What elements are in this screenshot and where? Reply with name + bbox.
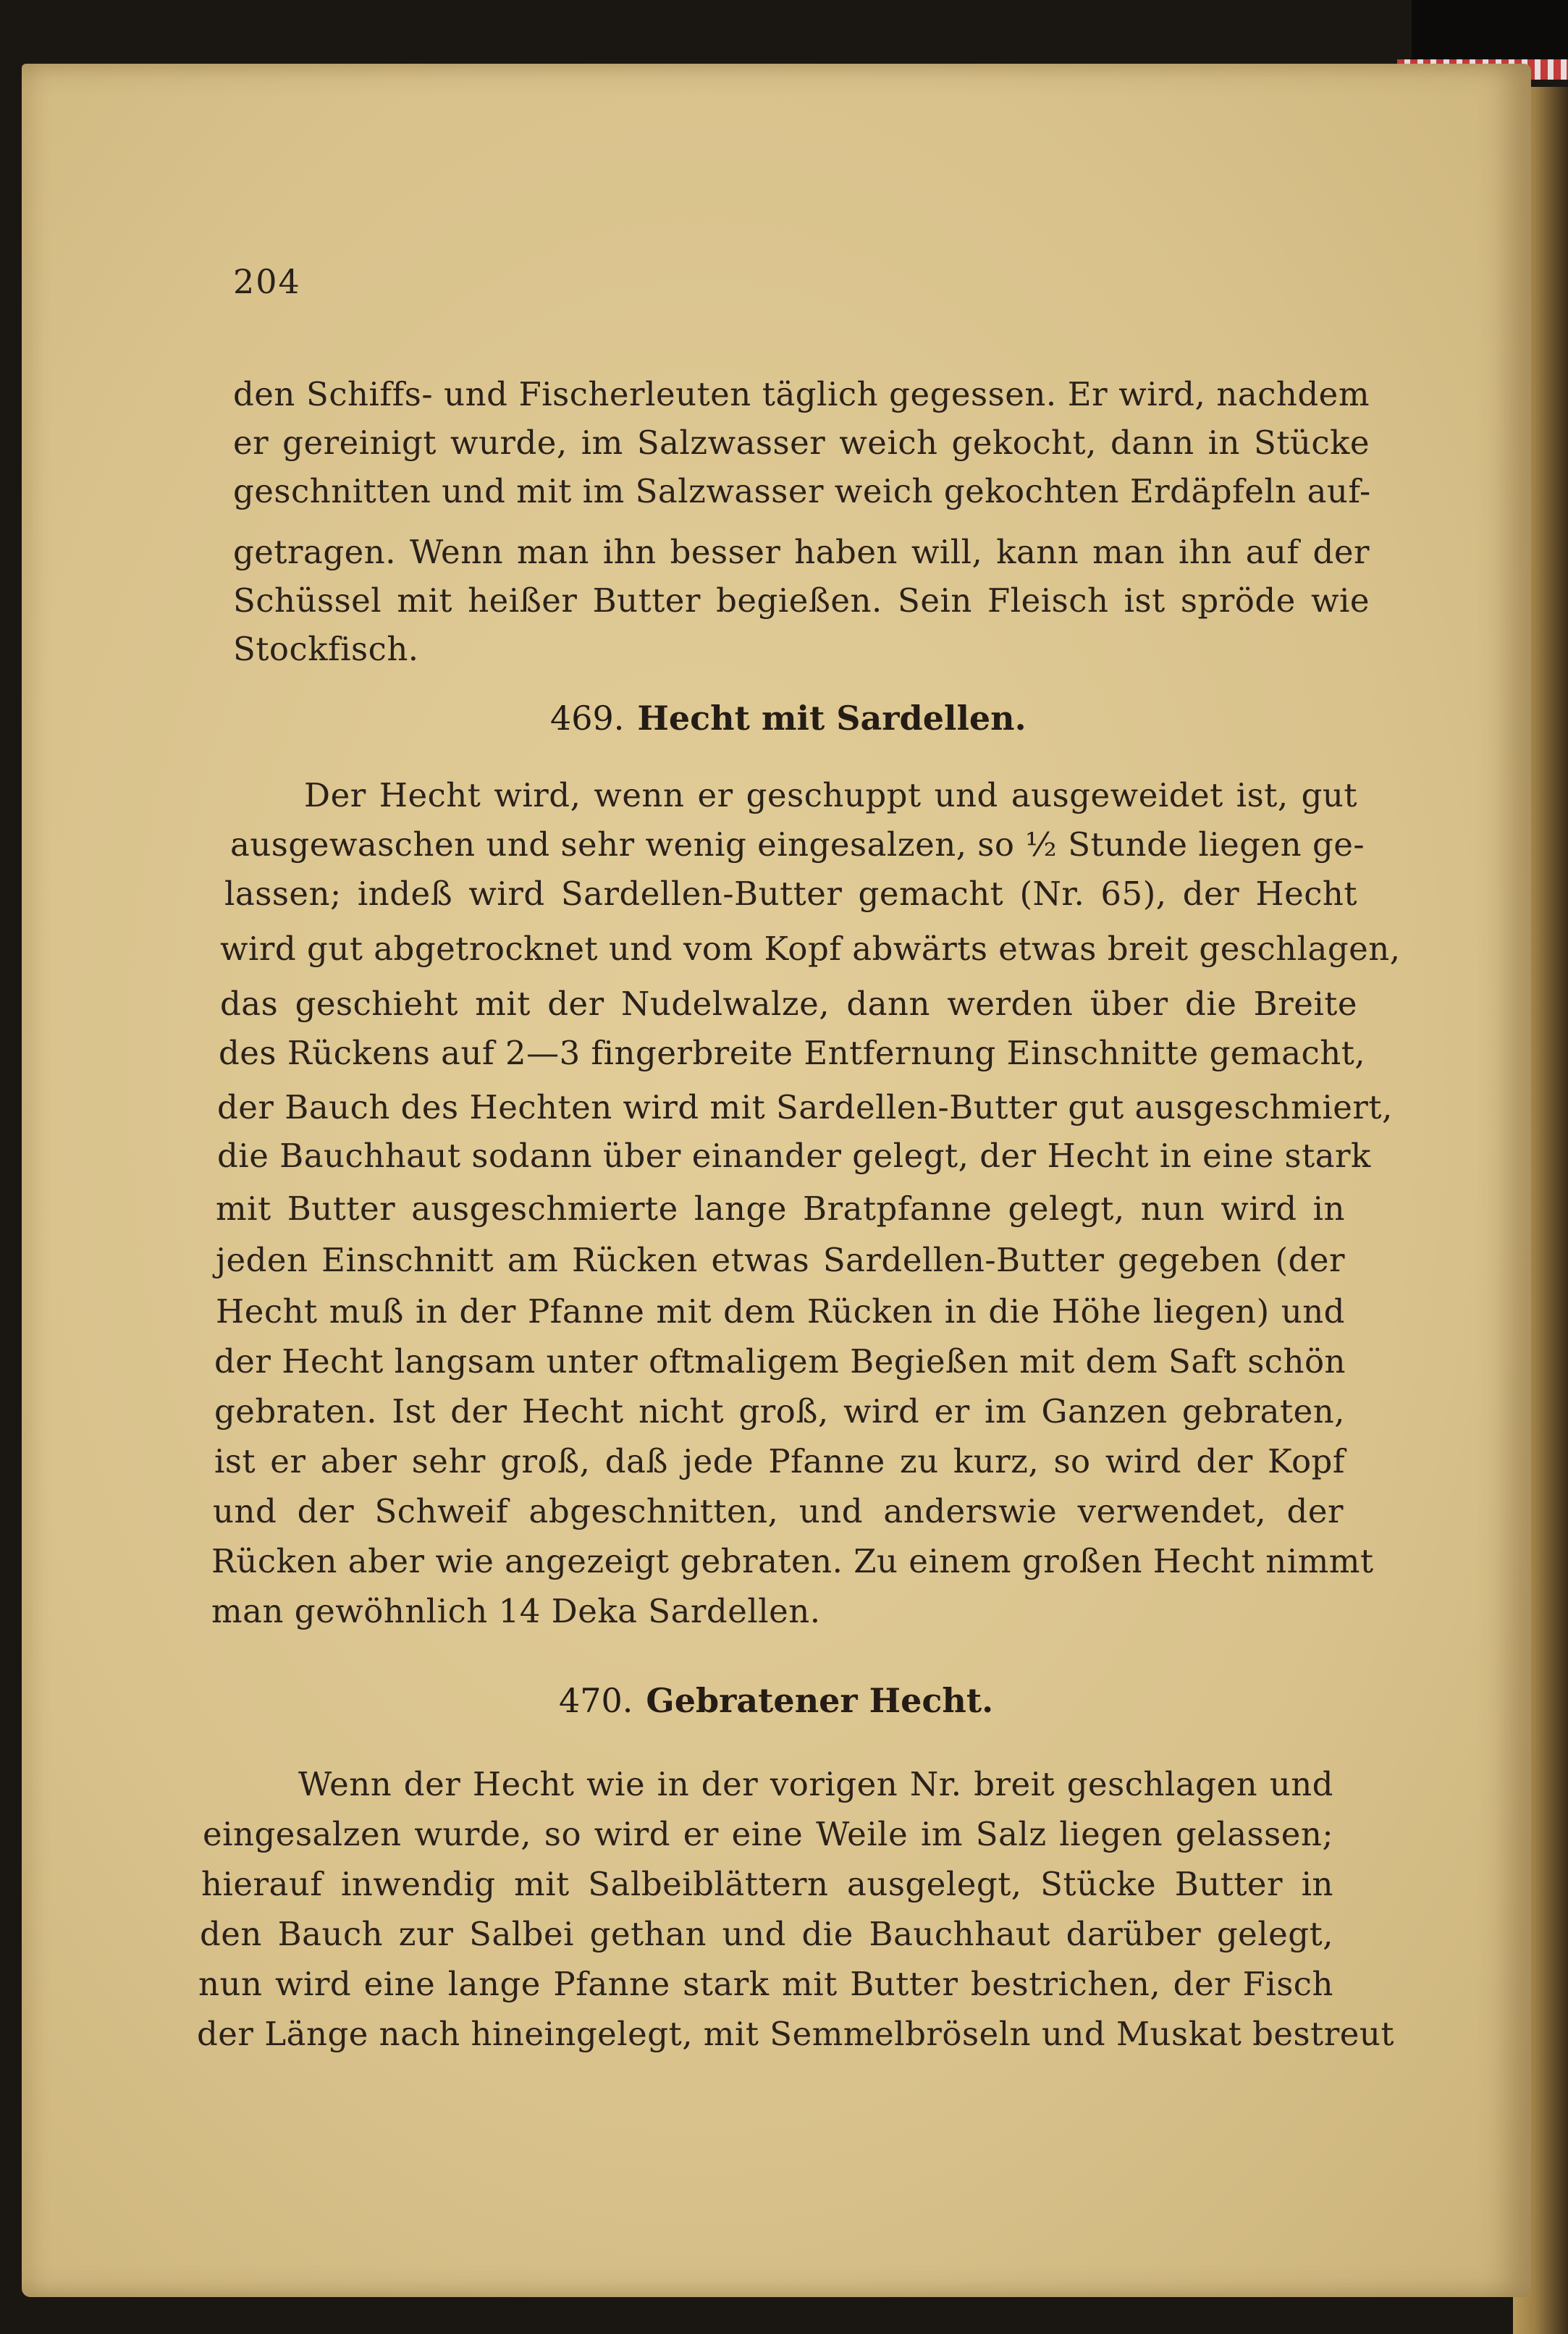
- recipe-number: 469.: [550, 699, 625, 738]
- text-line: die Bauchhaut sodann über einander gelegt, der Hecht in eine stark: [217, 1137, 1371, 1175]
- text-line: getragen. Wenn man ihn besser haben will, kann man ihn auf der: [233, 533, 1370, 571]
- text-line: gebraten. Ist der Hecht nicht groß, wird er im Ganzen gebraten,: [214, 1392, 1345, 1431]
- text-line: eingesalzen wurde, so wird er eine Weile im Salz liegen gelassen;: [203, 1815, 1333, 1853]
- recipe-title: Hecht mit Sardellen.: [637, 699, 1027, 738]
- text-line: wird gut abgetrocknet und vom Kopf abwärts etwas breit geschlagen,: [220, 930, 1401, 968]
- recipe-title: Gebratener Hecht.: [646, 1681, 994, 1720]
- recipe-469-heading: [550, 699, 1027, 738]
- recipe-470-heading: [559, 1681, 993, 1720]
- text-line: nun wird eine lange Pfanne stark mit Butter bestrichen, der Fisch: [198, 1965, 1333, 2003]
- text-line: Schüssel mit heißer Butter begießen. Sein Fleisch ist spröde wie: [233, 581, 1370, 620]
- text-line: ausgewaschen und sehr wenig eingesalzen, so ½ Stunde liegen ge-: [230, 825, 1365, 864]
- text-line: hierauf inwendig mit Salbeiblättern ausgelegt, Stücke Butter in: [201, 1865, 1333, 1903]
- text-line: Hecht muß in der Pfanne mit dem Rücken in die Höhe liegen) und: [216, 1292, 1345, 1331]
- text-line: er gereinigt wurde, im Salzwasser weich gekocht, dann in Stücke: [233, 424, 1370, 462]
- text-line: der Hecht langsam unter oftmaligem Begießen mit dem Saft schön: [214, 1342, 1346, 1381]
- text-line: Stockfisch.: [233, 630, 419, 668]
- text-line: man gewöhnlich 14 Deka Sardellen.: [211, 1592, 821, 1630]
- recipe-number: 470.: [559, 1681, 633, 1720]
- text-line: der Länge nach hineingelegt, mit Semmelbröseln und Muskat bestreut: [197, 2015, 1394, 2053]
- text-line: das geschieht mit der Nudelwalze, dann werden über die Breite: [220, 985, 1357, 1023]
- text-line: jeden Einschnitt am Rücken etwas Sardellen-Butter gegeben (der: [216, 1241, 1345, 1279]
- text-line: Wenn der Hecht wie in der vorigen Nr. breit geschlagen und: [298, 1765, 1333, 1803]
- text-line: den Bauch zur Salbei gethan und die Bauchhaut darüber gelegt,: [200, 1915, 1333, 1953]
- page-number: 204: [233, 262, 301, 301]
- text-line: den Schiffs- und Fischerleuten täglich gegessen. Er wird, nachdem: [233, 375, 1370, 413]
- text-line: der Bauch des Hechten wird mit Sardellen-Butter gut ausgeschmiert,: [217, 1088, 1393, 1126]
- text-line: ist er aber sehr groß, daß jede Pfanne zu kurz, so wird der Kopf: [214, 1442, 1345, 1480]
- text-line: und der Schweif abgeschnitten, und anderswie verwendet, der: [213, 1492, 1344, 1530]
- text-line: Der Hecht wird, wenn er geschuppt und ausgeweidet ist, gut: [304, 776, 1357, 814]
- text-line: Rücken aber wie angezeigt gebraten. Zu einem großen Hecht nimmt: [211, 1542, 1374, 1580]
- text-line: lassen; indeß wird Sardellen-Butter gemacht (Nr. 65), der Hecht: [224, 875, 1357, 913]
- text-line: des Rückens auf 2—3 fingerbreite Entfernung Einschnitte gemacht,: [219, 1034, 1366, 1072]
- text-line: geschnitten und mit im Salzwasser weich gekochten Erdäpfeln auf-: [233, 472, 1371, 510]
- book-spine-shadow: [1412, 0, 1568, 59]
- text-line: mit Butter ausgeschmierte lange Bratpfanne gelegt, nun wird in: [216, 1189, 1345, 1228]
